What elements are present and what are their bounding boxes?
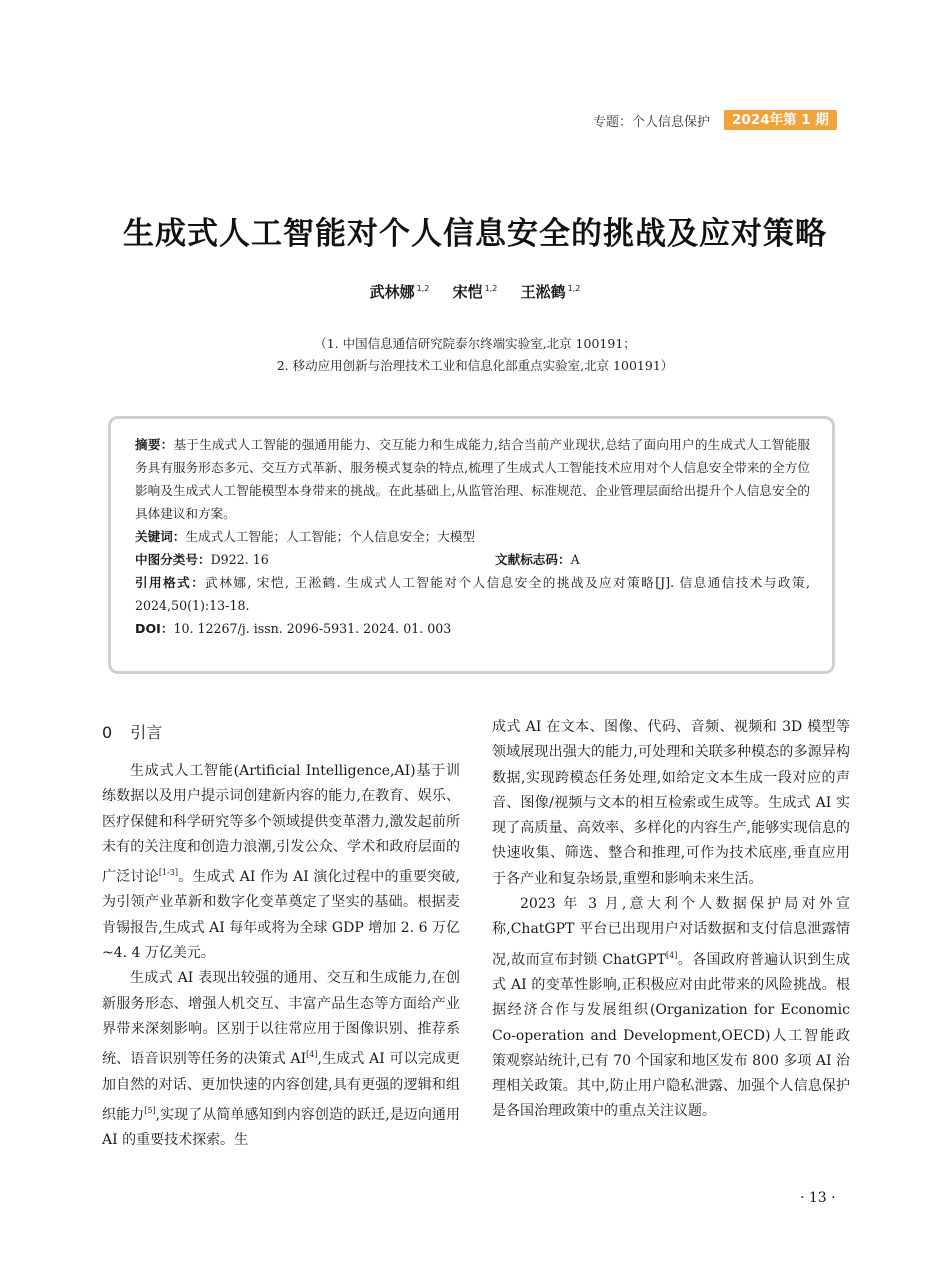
abstract-box bbox=[108, 416, 835, 674]
citation-ref: [1-3] bbox=[158, 868, 178, 878]
paragraph: 成式 AI 在文本、图像、代码、音频、视频和 3D 模型等领域展现出强大的能力,可处理和关联多种模态的多源异构数据,实现跨模态任务处理,如给定文本生成一段对应的声音、图像/视频与文本的相互检索或生成等。生成式 AI 实现了高质量、高效率、多样化的内容生产,能够实现信息的快速收集、筛选、整合和推理,可作为技术底座,垂直应用于各产业和复杂场景,重塑和影响未来生活。 bbox=[492, 719, 850, 887]
doi-label: DOI： bbox=[135, 621, 174, 636]
keywords-text: 生成式人工智能；人工智能；个人信息安全；大模型 bbox=[185, 529, 476, 544]
abstract-text: 基于生成式人工智能的强通用能力、交互能力和生成能力,结合当前产业现状,总结了面向用户的生成式人工智能服务具有服务形态多元、交互方式革新、服务模式复杂的特点,梳理了生成式人工智能技术应用对个人信息安全带来的全方位影响及生成式人工智能模型本身带来的挑战。在此基础上,从监管治理、标准规范、企业管理层面给出提升个人信息安全的具体建议和方案。 bbox=[135, 437, 810, 521]
left-column bbox=[102, 759, 460, 1153]
author: 王淞鹤 $^{1,2}$ bbox=[520, 283, 581, 301]
author-list bbox=[0, 281, 950, 302]
doi bbox=[135, 617, 810, 640]
paragraph: 生成式 AI 表现出较强的通用、交互和生成能力,在创新服务形态、增强人机交互、丰富产品生态等方面给产业界带来深刻影响。区别于以往常应用于图像识别、推荐系统、语音识别等任务的决策式 AI[4],生成式 AI 可以完成更加自然的对话、更加快速的内容创建,具有更强的逻辑和组织能力[5],实现了从简单感知到内容创造的跃迁,是迈向通用 AI 的重要技术探索。生 bbox=[102, 970, 461, 1149]
affiliations bbox=[0, 333, 950, 377]
page-number: · 13 · bbox=[800, 1190, 836, 1206]
doi-value: 10. 12267/j. issn. 2096-5931. 2024. 01. 003 bbox=[173, 621, 452, 636]
right-column bbox=[492, 715, 850, 1125]
keywords-label: 关键词： bbox=[135, 529, 186, 544]
affiliation-line: （1. 中国信息通信研究院泰尔终端实验室,北京 100191； bbox=[314, 336, 636, 351]
section-heading bbox=[102, 720, 162, 743]
affiliation-line: 2. 移动应用创新与治理技术工业和信息化部重点实验室,北京 100191） bbox=[276, 358, 674, 373]
issue-badge: 2024年第 1 期 bbox=[724, 110, 837, 130]
abstract-label: 摘要： bbox=[135, 437, 174, 452]
citation-ref: [5] bbox=[144, 1105, 156, 1115]
running-header bbox=[593, 109, 837, 131]
citation-text: 武林娜, 宋恺, 王淞鹤. 生成式人工智能对个人信息安全的挑战及应对策略[J]. 信息通信技术与政策, 2024,50(1):13-18. bbox=[135, 575, 811, 613]
paragraph: 2023 年 3 月,意大利个人数据保护局对外宣称,ChatGPT 平台已出现用户对话数据和支付信息泄露情况,故而宣布封锁 ChatGPT[4]。各国政府普遍认识到生成式 AI 的变革性影响,正积极应对由此带来的风险挑战。根据经济合作与发展组织(Organization for Economic Co-operation and Development,OECD)人工智能政策观察站统计,已有 70 个国家和地区发布 800 多项 AI 治理相关政策。其中,防止用户隐私泄露、加强个人信息保护是各国治理政策中的重点关注议题。 bbox=[492, 896, 851, 1120]
clc-label: 中图分类号： bbox=[135, 552, 211, 567]
citation bbox=[135, 571, 810, 617]
keywords bbox=[135, 525, 810, 548]
author: 武林娜 $^{1,2}$ bbox=[369, 283, 430, 301]
clc-value: D922. 16 bbox=[210, 552, 269, 567]
classification-row bbox=[135, 548, 810, 571]
section-number: 0 bbox=[102, 723, 113, 742]
citation-ref: [4] bbox=[306, 1050, 318, 1060]
paragraph: 生成式人工智能(Artificial Intelligence,AI)基于训练数据以及用户提示词创建新内容的能力,在教育、娱乐、医疗保健和科学研究等多个领域提供变革潜力,激发起前所未有的关注度和创造力浪潮,引发公众、学术和政府层面的广泛讨论[1-3]。生成式 AI 作为 AI 演化过程中的重要突破,为引领产业革新和数字化变革奠定了坚实的基础。根据麦肯锡报告,生成式 AI 每年或将为全球 GDP 增加 2. 6 万亿~4. 4 万亿美元。 bbox=[102, 763, 461, 962]
doc-code-value: A bbox=[570, 552, 580, 567]
citation-ref: [4] bbox=[666, 950, 678, 960]
citation-label: 引用格式： bbox=[135, 575, 206, 590]
section-title: 引言 bbox=[130, 723, 163, 742]
author: 宋恺 $^{1,2}$ bbox=[452, 283, 498, 301]
doc-code-label: 文献标志码： bbox=[495, 552, 571, 567]
abstract bbox=[135, 433, 810, 525]
header-topic: 专题：个人信息保护 bbox=[593, 114, 711, 130]
article-title: 生成式人工智能对个人信息安全的挑战及应对策略 bbox=[123, 216, 827, 252]
